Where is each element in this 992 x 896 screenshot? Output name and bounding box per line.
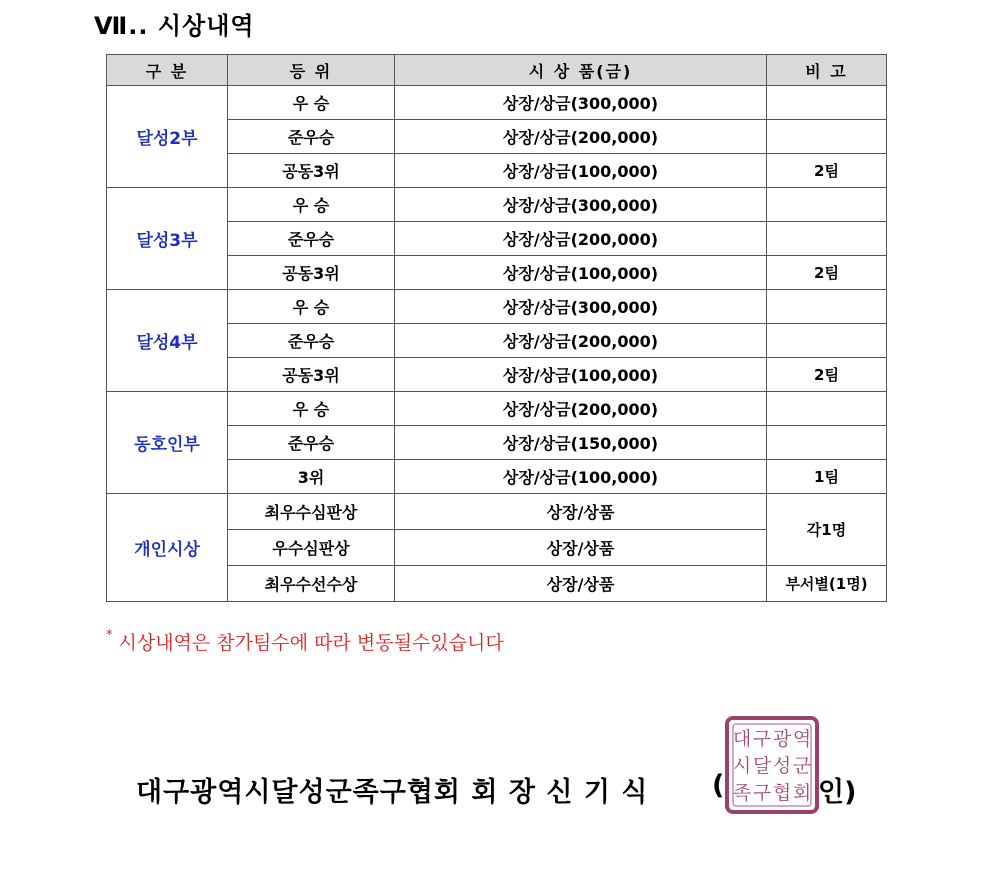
prize-cell: 상장/상금(200,000) <box>395 120 767 154</box>
footnote-asterisk: * <box>106 628 113 643</box>
note-cell <box>767 222 887 256</box>
prize-cell: 상장/상금(100,000) <box>395 154 767 188</box>
division-cell: 달성4부 <box>107 290 228 392</box>
note-cell: 1팀 <box>767 460 887 494</box>
seal-glyph: 대 <box>732 728 752 750</box>
note-cell: 2팀 <box>767 154 887 188</box>
prize-cell: 상장/상품 <box>395 566 767 602</box>
official-seal-stamp <box>724 715 820 815</box>
header-note: 비 고 <box>767 55 887 86</box>
prize-cell: 상장/상금(100,000) <box>395 358 767 392</box>
division-cell: 개인시상 <box>107 494 228 602</box>
rank-cell: 3위 <box>228 460 395 494</box>
seal-glyph: 달 <box>752 755 772 777</box>
rank-cell: 우수심판상 <box>228 530 395 566</box>
note-cell <box>767 426 887 460</box>
rank-cell: 공동3위 <box>228 154 395 188</box>
signature-text: 대구광역시달성군족구협회 회 장 신 기 식 <box>136 777 649 808</box>
prize-cell: 상장/상금(100,000) <box>395 460 767 494</box>
rank-cell: 우 승 <box>228 188 395 222</box>
note-cell <box>767 120 887 154</box>
prize-cell: 상장/상금(150,000) <box>395 426 767 460</box>
seal-glyph: 시 <box>732 755 752 777</box>
prize-cell: 상장/상금(200,000) <box>395 392 767 426</box>
note-cell: 2팀 <box>767 358 887 392</box>
prize-cell: 상장/상금(300,000) <box>395 290 767 324</box>
seal-glyph: 협 <box>772 782 792 804</box>
header-division: 구 분 <box>107 55 228 86</box>
division-cell: 달성3부 <box>107 188 228 290</box>
prize-cell: 상장/상금(200,000) <box>395 324 767 358</box>
table-row <box>107 188 887 222</box>
note-cell <box>767 324 887 358</box>
seal-glyph: 성 <box>772 755 792 777</box>
rank-cell: 준우승 <box>228 222 395 256</box>
note-cell: 부서별(1명) <box>767 566 887 602</box>
note-cell: 2팀 <box>767 256 887 290</box>
section-title: Ⅶ.. 시상내역 <box>94 12 255 40</box>
header-rank: 등 위 <box>228 55 395 86</box>
header-prize: 시 상 품(금) <box>395 55 767 86</box>
note-cell-merged: 각1명 <box>767 494 887 566</box>
seal-glyph: 광 <box>772 728 792 750</box>
table-row <box>107 86 887 120</box>
seal-glyph: 구 <box>752 728 772 750</box>
signature-open-paren: ( <box>712 770 725 801</box>
prize-cell: 상장/상금(300,000) <box>395 86 767 120</box>
seal-glyph: 역 <box>792 728 812 750</box>
prize-cell: 상장/상금(300,000) <box>395 188 767 222</box>
rank-cell: 공동3위 <box>228 256 395 290</box>
rank-cell: 준우승 <box>228 324 395 358</box>
rank-cell: 준우승 <box>228 120 395 154</box>
rank-cell: 우 승 <box>228 86 395 120</box>
seal-glyph: 군 <box>792 755 812 777</box>
division-cell: 달성2부 <box>107 86 228 188</box>
signature-close-text: 인) <box>818 777 857 808</box>
prize-cell: 상장/상금(100,000) <box>395 256 767 290</box>
table-header-row <box>107 55 887 86</box>
note-cell <box>767 392 887 426</box>
prize-cell: 상장/상금(200,000) <box>395 222 767 256</box>
seal-glyph: 구 <box>752 782 772 804</box>
footnote <box>106 628 504 655</box>
rank-cell: 공동3위 <box>228 358 395 392</box>
prize-cell: 상장/상품 <box>395 530 767 566</box>
rank-cell: 최우수선수상 <box>228 566 395 602</box>
table-row <box>107 494 887 530</box>
table-row <box>107 392 887 426</box>
seal-glyph: 족 <box>732 782 752 804</box>
seal-glyph: 회 <box>792 782 812 804</box>
note-cell <box>767 188 887 222</box>
prize-cell: 상장/상품 <box>395 494 767 530</box>
awards-table <box>106 54 887 602</box>
division-cell: 동호인부 <box>107 392 228 494</box>
rank-cell: 우 승 <box>228 290 395 324</box>
rank-cell: 준우승 <box>228 426 395 460</box>
note-cell <box>767 86 887 120</box>
rank-cell: 우 승 <box>228 392 395 426</box>
note-cell <box>767 290 887 324</box>
footnote-text: 시상내역은 참가팀수에 따라 변동될수있습니다 <box>118 632 504 654</box>
rank-cell: 최우수심판상 <box>228 494 395 530</box>
table-row <box>107 290 887 324</box>
